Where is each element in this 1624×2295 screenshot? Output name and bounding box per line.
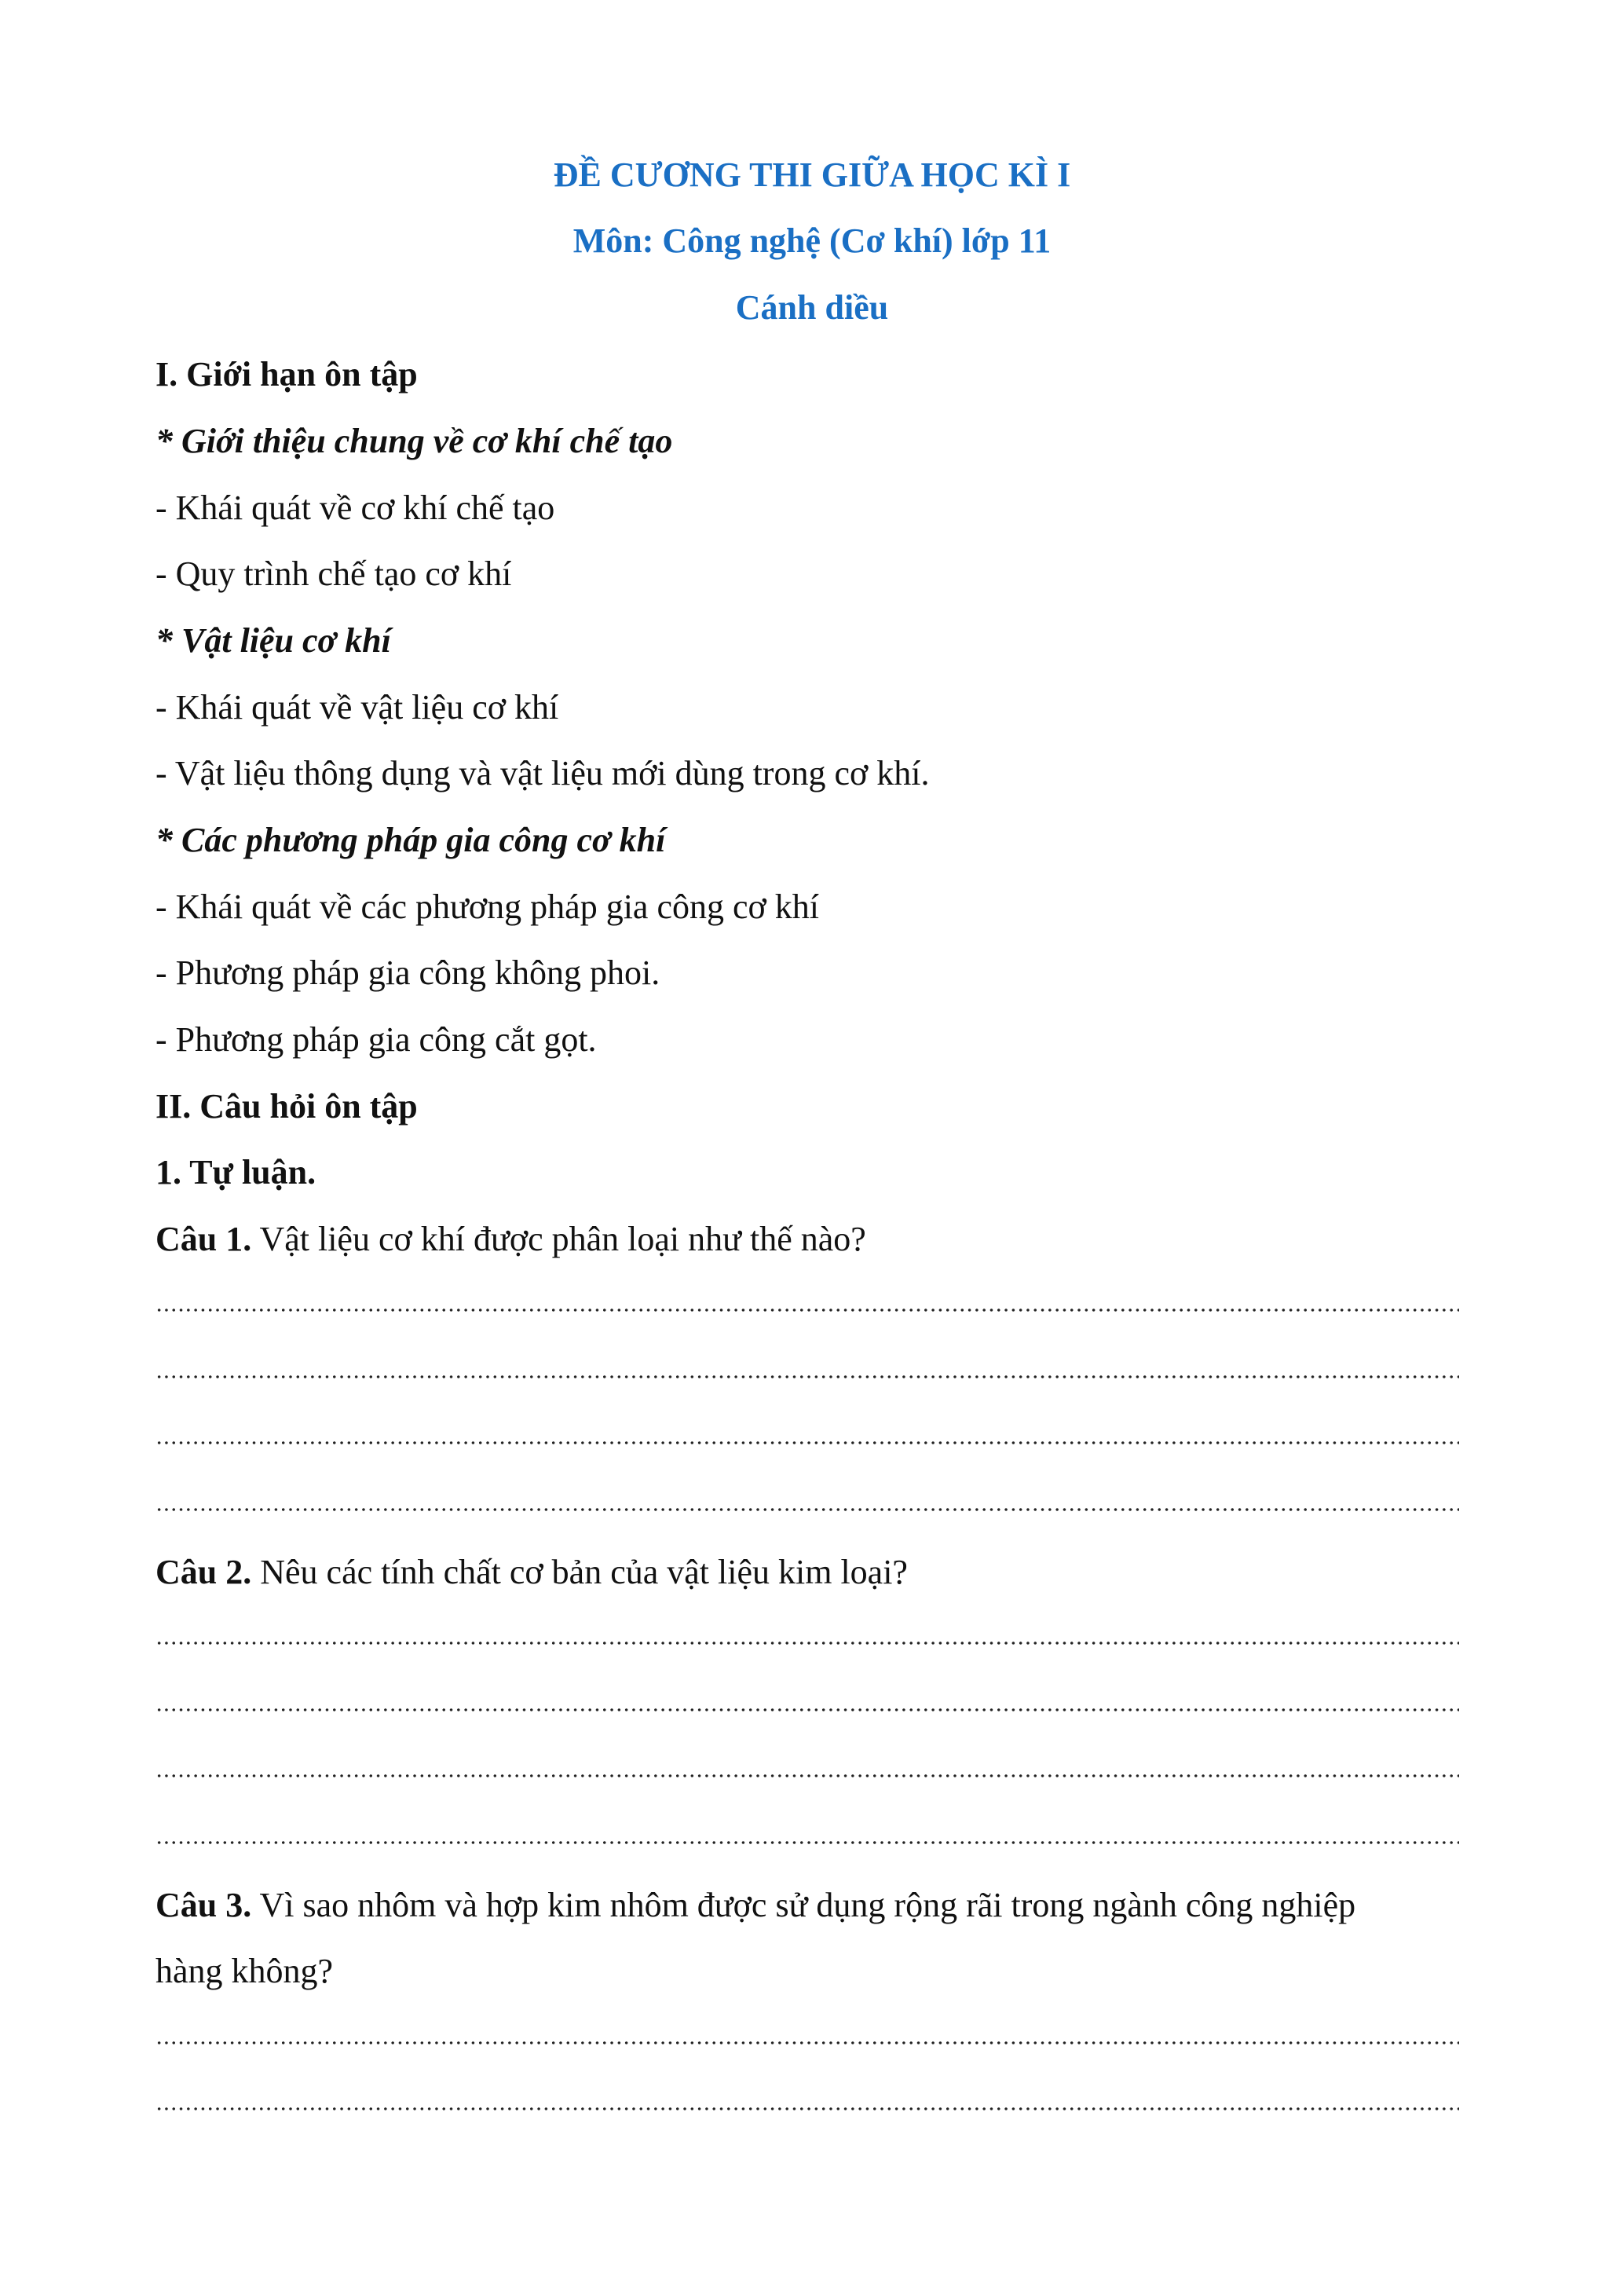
list-item: - Khái quát về các phương pháp gia công cơ khí [155,888,820,926]
list-item: - Phương pháp gia công không phoi. [155,954,660,992]
question-3 [155,1882,1355,1929]
question-3-continuation: hàng không? [155,1952,334,1990]
answer-line [155,1640,1459,1646]
section-2-subheading: 1. Tự luận. [155,1153,316,1191]
document-subject: Môn: Công nghệ (Cơ khí) lớp 11 [572,221,1052,260]
question-text: Nêu các tính chất cơ bản của vật liệu kim loại? [251,1553,908,1591]
answer-line [155,2106,1459,2112]
answer-line [155,1440,1459,1446]
list-item: - Vật liệu thông dụng và vật liệu mới dùng trong cơ khí. [155,754,930,792]
answer-line [155,1707,1459,1713]
group-1-title: * Giới thiệu chung về cơ khí chế tạo [155,422,673,460]
answer-line [155,1773,1459,1779]
section-2-heading: II. Câu hỏi ôn tập [155,1087,418,1126]
answer-line [155,2040,1459,2046]
list-item: - Khái quát về vật liệu cơ khí [155,688,559,727]
document-title: ĐỀ CƯƠNG THI GIỮA HỌC KÌ I [553,156,1071,194]
group-3-title: * Các phương pháp gia công cơ khí [155,821,666,859]
list-item: - Phương pháp gia công cắt gọt. [155,1020,597,1059]
answer-line [155,1839,1459,1846]
list-item: - Quy trình chế tạo cơ khí [155,555,512,593]
question-label: Câu 3. [155,1886,252,1924]
answer-line [155,1506,1459,1513]
question-2 [155,1549,908,1596]
question-label: Câu 2. [155,1553,252,1591]
question-text: Vì sao nhôm và hợp kim nhôm được sử dụng rộng rãi trong ngành công nghiệp [251,1886,1356,1924]
document-book: Cánh diều [735,288,889,327]
group-2-title: * Vật liệu cơ khí [155,621,391,660]
question-label: Câu 1. [155,1220,252,1258]
question-text: Vật liệu cơ khí được phân loại như thế nào? [251,1220,866,1258]
list-item: - Khái quát về cơ khí chế tạo [155,489,555,527]
question-1 [155,1216,866,1263]
answer-line [155,1307,1459,1313]
section-1-heading: I. Giới hạn ôn tập [155,355,418,393]
answer-line [155,1374,1459,1380]
